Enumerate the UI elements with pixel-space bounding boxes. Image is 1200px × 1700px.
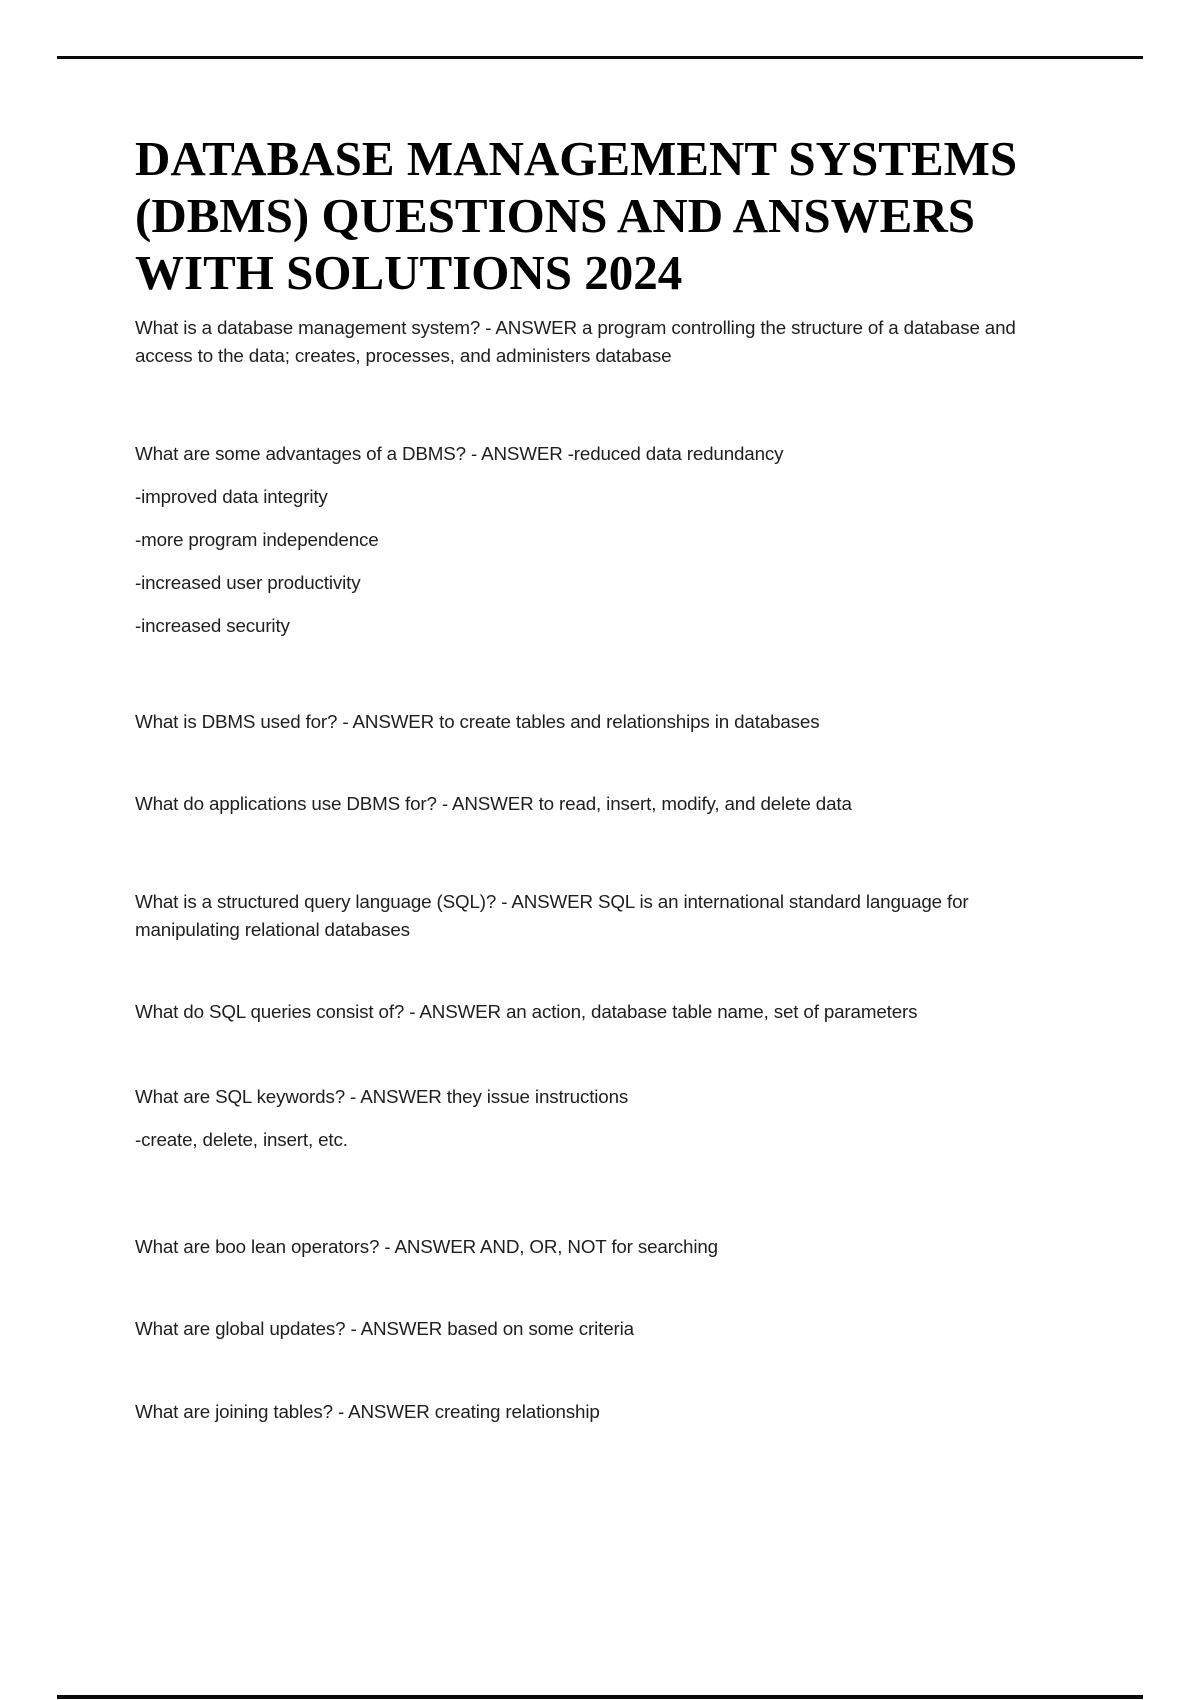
qa-paragraph: What are boo lean operators? - ANSWER AND, OR, NOT for searching	[135, 1236, 718, 1257]
qa-paragraph: What are some advantages of a DBMS? - ANSWER -reduced data redundancy	[135, 443, 784, 464]
qa-paragraph: What are SQL keywords? - ANSWER they issue instructions	[135, 1086, 629, 1107]
qa-paragraph: What is DBMS used for? - ANSWER to create tables and relationships in databases	[135, 711, 820, 732]
page-title-line-2: (DBMS) QUESTIONS AND ANSWERS	[135, 188, 975, 243]
answer-list-item: -create, delete, insert, etc.	[135, 1129, 348, 1150]
answer-list-item: -increased security	[135, 615, 290, 636]
answer-list-item: -improved data integrity	[135, 486, 328, 507]
qa-paragraph: What are global updates? - ANSWER based on some criteria	[135, 1318, 634, 1339]
qa-paragraph: What is a database management system? - ANSWER a program controlling the structure of a database and access to the data; creates, processes, and administers database	[135, 317, 1016, 366]
answer-list-item: -increased user productivity	[135, 572, 361, 593]
qa-paragraph: What do SQL queries consist of? - ANSWER an action, database table name, set of parameters	[135, 1001, 918, 1022]
answer-list-item: -more program independence	[135, 529, 379, 550]
document-content	[135, 0, 1070, 1426]
qa-paragraph: What is a structured query language (SQL)? - ANSWER SQL is an international standard language for manipulating relational databases	[135, 891, 969, 940]
qa-paragraph: What are joining tables? - ANSWER creating relationship	[135, 1401, 600, 1422]
page-title	[135, 130, 1070, 301]
page-title-line-1: DATABASE MANAGEMENT SYSTEMS	[135, 131, 1018, 186]
qa-paragraph: What do applications use DBMS for? - ANSWER to read, insert, modify, and delete data	[135, 793, 852, 814]
footer-rule	[57, 1695, 1143, 1699]
page-title-line-3: WITH SOLUTIONS 2024	[135, 245, 683, 300]
